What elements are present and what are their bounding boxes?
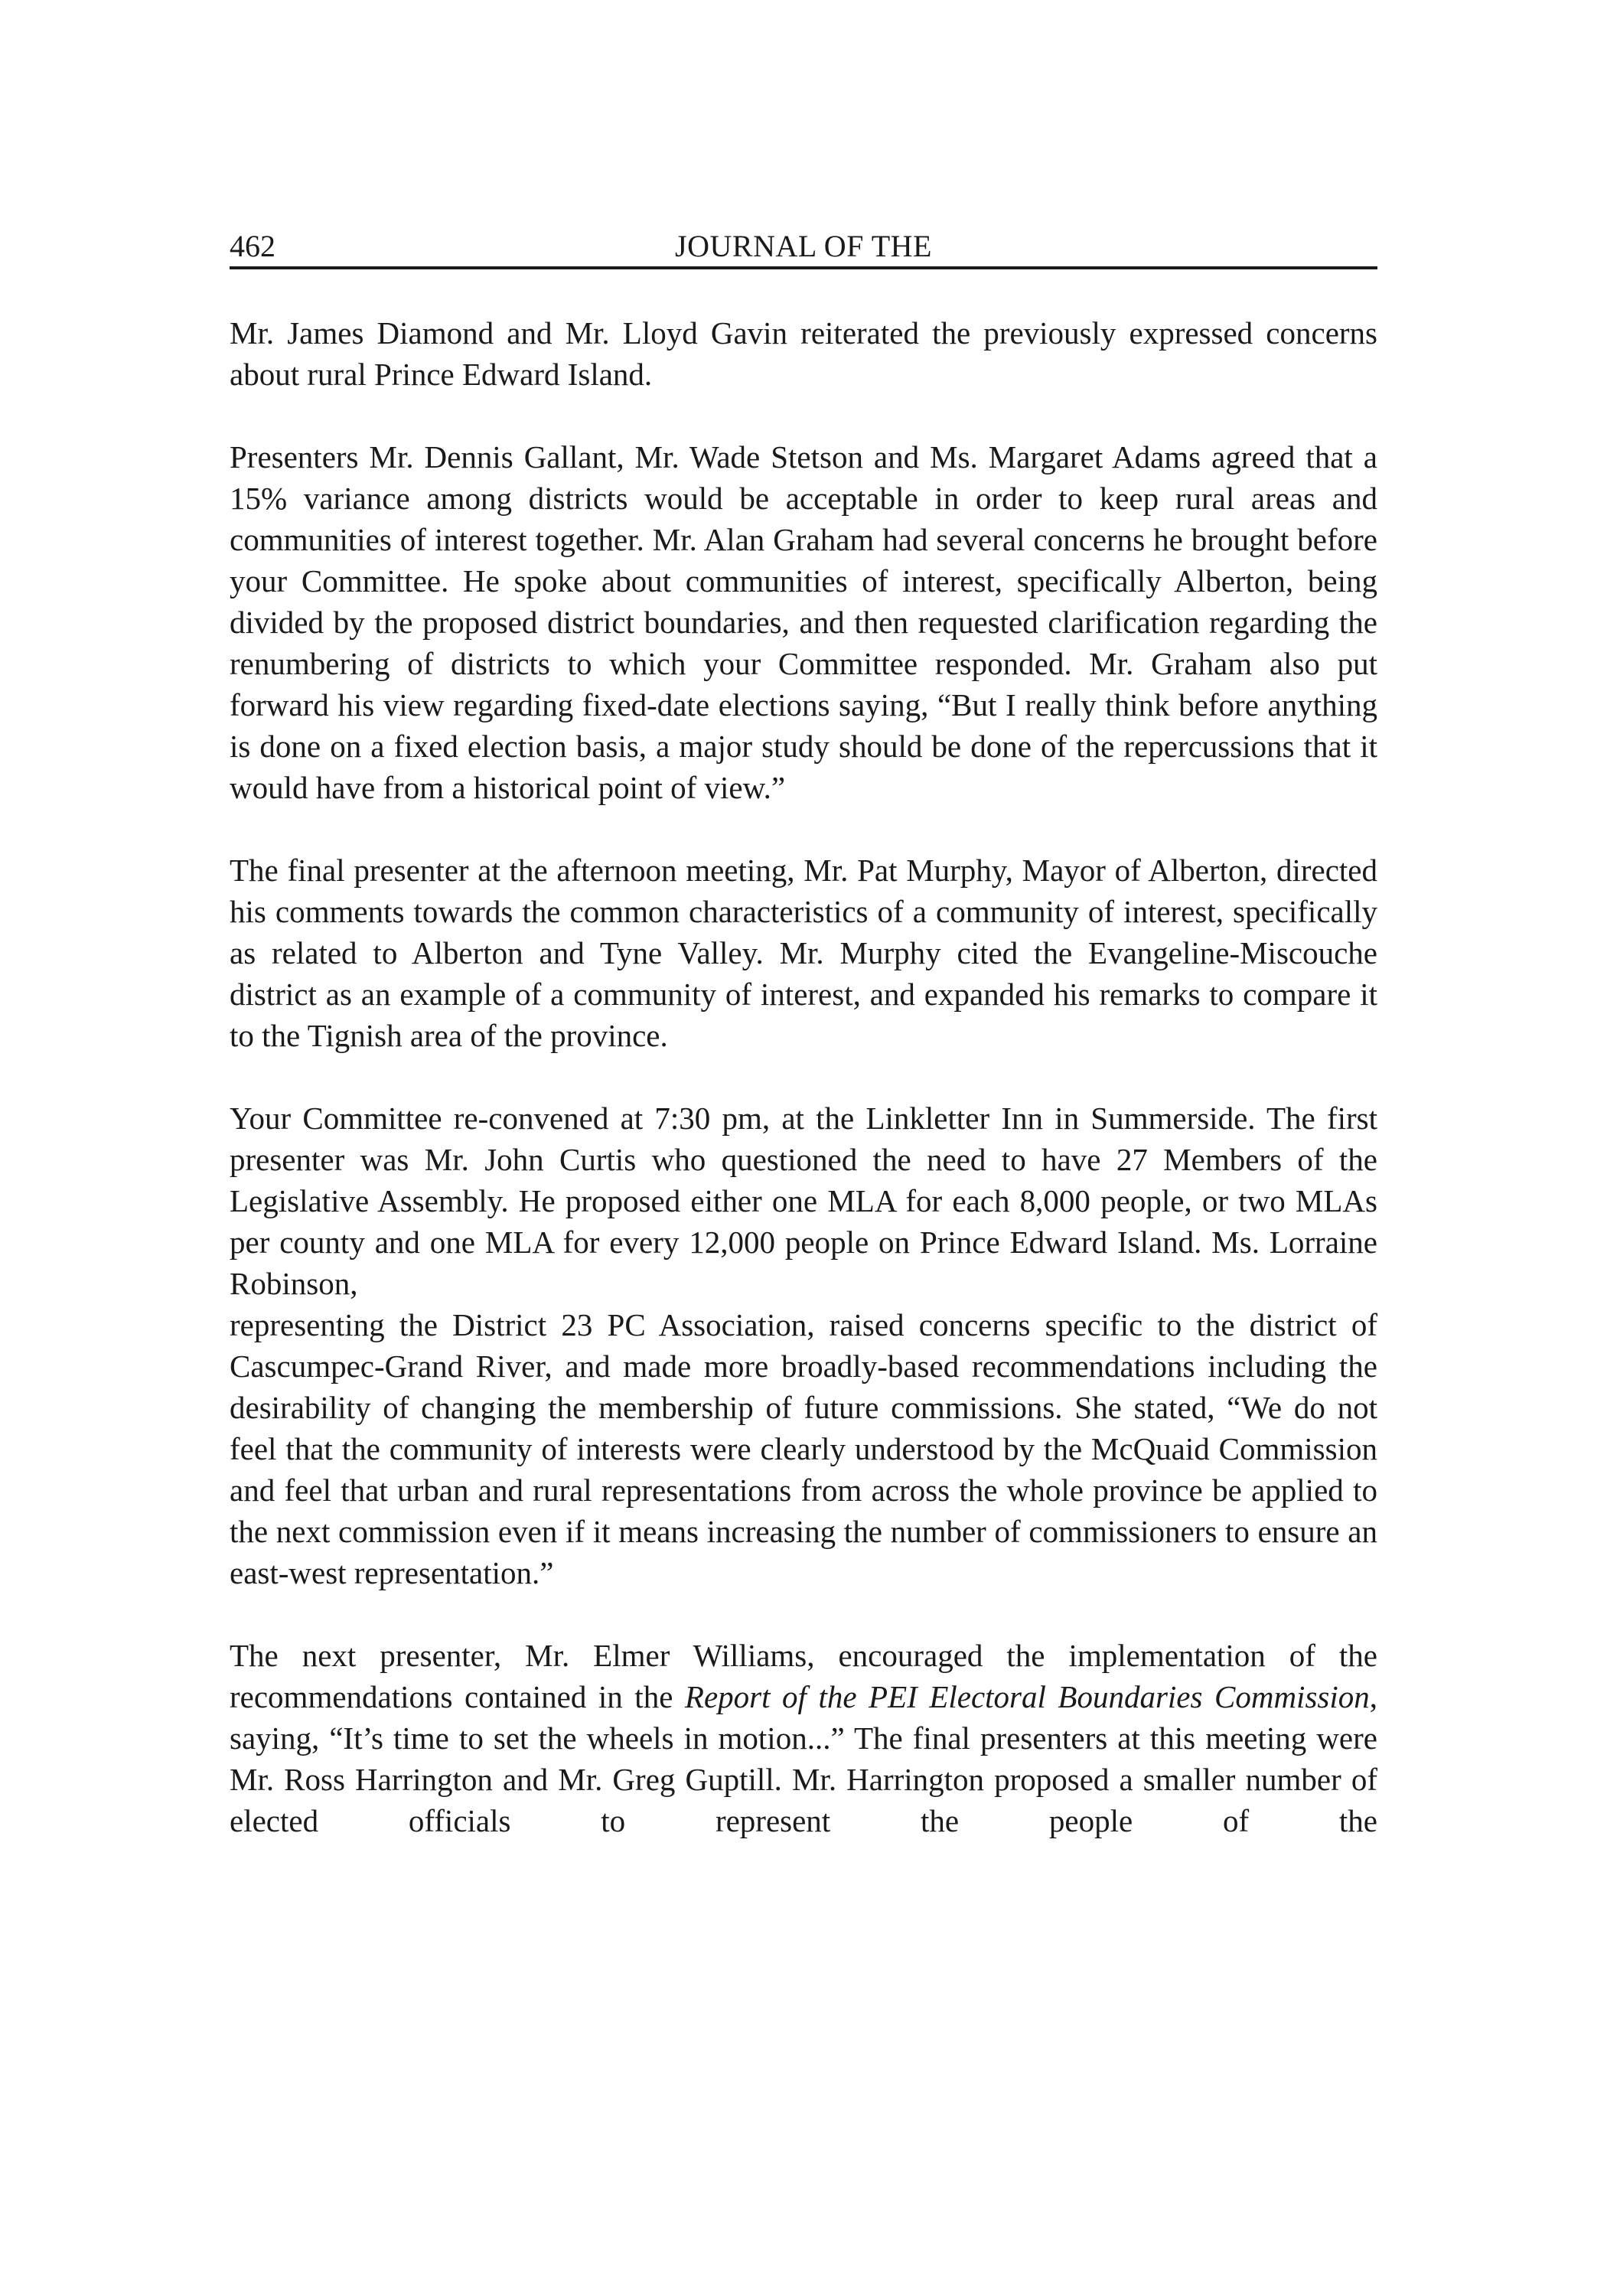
- paragraph-4b: representing the District 23 PC Association, raised concerns specific to the district of Cascumpec-Grand River, and made more broadly-based recommendations including the desirability of changing the membership of future commissions. She stated, “We do not feel that the community of interests were clearly understood by the McQuaid Commission and feel that urban and rural representations from across the whole province be applied to the next commission even if it means increasing the number of commissioners to ensure an east-west representation.”: [230, 1307, 1377, 1590]
- report-title: Report of the PEI Electoral Boundaries Commission: [684, 1679, 1370, 1714]
- paragraph-1: Mr. James Diamond and Mr. Lloyd Gavin reiterated the previously expressed concerns about rural Prince Edward Island.: [230, 315, 1377, 392]
- body-text: [230, 312, 1377, 1841]
- paragraph-5-tail: , saying, “It’s time to set the wheels in motion...” The final presenters at this meeting were Mr. Ross Harrington and Mr. Greg Guptill. Mr. Harrington proposed a smaller number of elected officials to represent the people of the: [230, 1679, 1377, 1838]
- paragraph-2: Presenters Mr. Dennis Gallant, Mr. Wade Stetson and Ms. Margaret Adams agreed that a 15% variance among districts would be acceptable in order to keep rural areas and communities of interest together. Mr. Alan Graham had several concerns he brought before your Committee. He spoke about communities of interest, specifically Alberton, being divided by the proposed district boundaries, and then requested clarification regarding the renumbering of districts to which your Committee responded. Mr. Graham also put forward his view regarding fixed-date elections saying, “But I really think before anything is done on a fixed election basis, a major study should be done of the repercussions that it would have from a historical point of view.”: [230, 439, 1377, 805]
- running-header: [230, 227, 1377, 269]
- paragraph-5-lead: The next presenter, Mr. Elmer Williams, encouraged the implementation of the recommendations contained in the: [230, 1638, 1377, 1714]
- running-title: JOURNAL OF THE: [675, 229, 932, 263]
- paragraph-4a: Your Committee re-convened at 7:30 pm, at the Linkletter Inn in Summerside. The first presenter was Mr. John Curtis who questioned the need to have 27 Members of the Legislative Assembly. He proposed either one MLA for each 8,000 people, or two MLAs per county and one MLA for every 12,000 people on Prince Edward Island. Ms. Lorraine Robinson,: [230, 1101, 1377, 1301]
- journal-page: [230, 227, 1377, 1841]
- paragraph-5: [230, 1635, 1377, 1841]
- page-number: 462: [230, 229, 275, 263]
- paragraph-3: The final presenter at the afternoon meeting, Mr. Pat Murphy, Mayor of Alberton, directed his comments towards the common characteristics of a community of interest, specifically as related to Alberton and Tyne Valley. Mr. Murphy cited the Evangeline-Miscouche district as an example of a community of interest, and expanded his remarks to compare it to the Tignish area of the province.: [230, 853, 1377, 1053]
